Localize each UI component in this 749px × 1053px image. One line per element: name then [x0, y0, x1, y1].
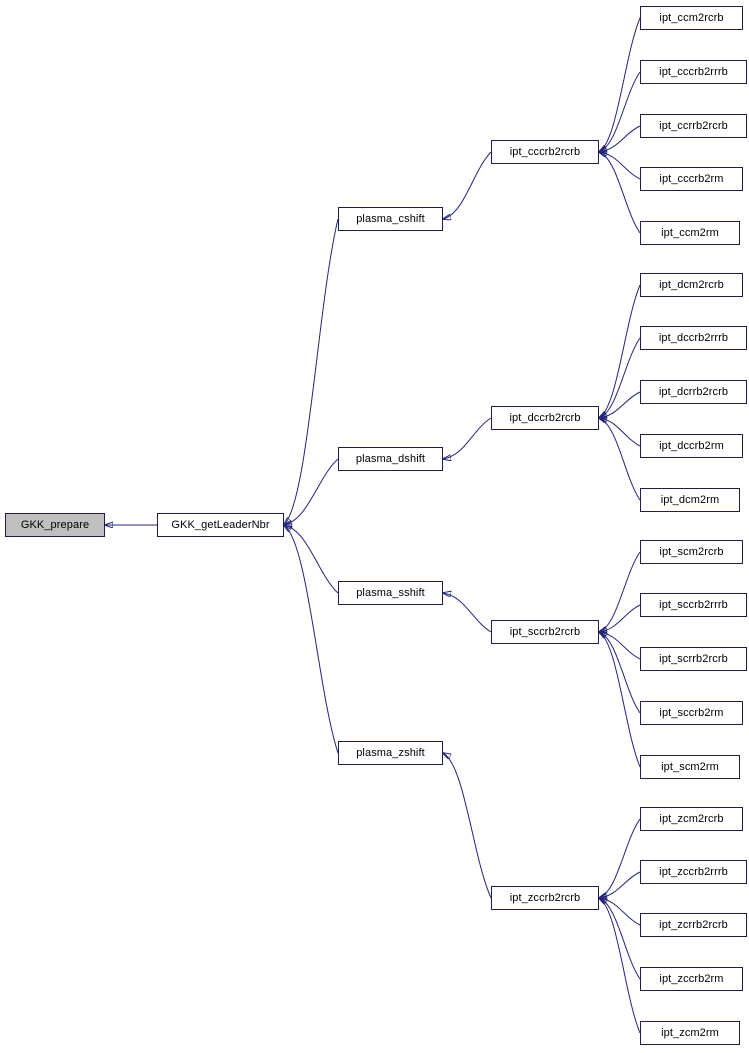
graph-node-label: ipt_scrrb2rcrb: [659, 652, 728, 665]
graph-node-label: plasma_cshift: [356, 212, 425, 225]
graph-edge-ipt_dcm2rcrb-to-ipt_dccrb2rcrb: [599, 285, 640, 418]
graph-node-label: ipt_sccrb2rcrb: [509, 625, 581, 638]
graph-node-ipt_ccm2rm[interactable]: [640, 221, 740, 245]
graph-node-ipt_zcm2rm[interactable]: [640, 1021, 740, 1045]
graph-node-plasma_dshift[interactable]: [338, 447, 443, 471]
graph-edge-ipt_zccrb2rm-to-ipt_zccrb2rcrb: [599, 898, 640, 979]
graph-node-ipt_scrrb2rcrb[interactable]: [640, 647, 747, 671]
graph-node-ipt_dccrb2rcrb[interactable]: [491, 406, 599, 430]
graph-node-ipt_zccrb2rrrb[interactable]: [640, 860, 747, 884]
graph-node-label: ipt_ccrrb2rcrb: [659, 119, 728, 132]
graph-edge-plasma_sshift-to-gkk_getleader: [284, 525, 338, 593]
graph-node-label: ipt_zccrb2rm: [659, 972, 724, 985]
graph-node-ipt_dcm2rm[interactable]: [640, 488, 740, 512]
graph-node-ipt_zccrb2rm[interactable]: [640, 967, 743, 991]
graph-node-label: ipt_cccrb2rcrb: [509, 145, 581, 158]
graph-node-ipt_scm2rm[interactable]: [640, 755, 740, 779]
graph-node-label: ipt_ccm2rm: [661, 226, 719, 239]
graph-edge-ipt_dccrb2rrrb-to-ipt_dccrb2rcrb: [599, 338, 640, 418]
graph-edge-plasma_dshift-to-gkk_getleader: [284, 459, 338, 525]
graph-node-ipt_zcm2rcrb[interactable]: [640, 807, 743, 831]
graph-node-label: plasma_zshift: [356, 746, 425, 759]
graph-node-plasma_cshift[interactable]: [338, 207, 443, 231]
graph-node-label: ipt_zccrb2rrrb: [659, 865, 728, 878]
graph-edge-ipt_dccrb2rcrb-to-plasma_dshift: [443, 418, 491, 459]
graph-node-label: ipt_cccrb2rrrb: [659, 65, 728, 78]
graph-node-label: ipt_zcm2rcrb: [659, 812, 724, 825]
graph-node-label: plasma_sshift: [356, 586, 425, 599]
graph-node-label: GKK_getLeaderNbr: [171, 518, 270, 531]
graph-node-ipt_sccrb2rm[interactable]: [640, 701, 743, 725]
graph-node-label: ipt_dcrrb2rcrb: [658, 385, 729, 398]
graph-edge-ipt_scm2rcrb-to-ipt_sccrb2rcrb: [599, 552, 640, 632]
graph-edge-ipt_ccm2rm-to-ipt_cccrb2rcrb: [599, 152, 640, 233]
graph-node-label: ipt_scm2rm: [661, 760, 719, 773]
graph-edge-ipt_sccrb2rcrb-to-plasma_sshift: [443, 593, 491, 632]
graph-node-ipt_dcrrb2rcrb[interactable]: [640, 380, 747, 404]
graph-edge-ipt_cccrb2rrrb-to-ipt_cccrb2rcrb: [599, 72, 640, 152]
graph-node-ipt_dccrb2rrrb[interactable]: [640, 326, 747, 350]
graph-node-ipt_scm2rcrb[interactable]: [640, 540, 743, 564]
graph-node-ipt_dccrb2rm[interactable]: [640, 434, 743, 458]
graph-node-label: ipt_zcrrb2rcrb: [659, 918, 728, 931]
graph-edge-ipt_zcm2rm-to-ipt_zccrb2rcrb: [599, 898, 640, 1033]
graph-edge-ipt_cccrb2rcrb-to-plasma_cshift: [443, 152, 491, 219]
graph-node-ipt_zccrb2rcrb[interactable]: [491, 886, 599, 910]
graph-edge-ipt_zccrb2rcrb-to-plasma_zshift: [443, 753, 491, 898]
graph-node-label: ipt_dccrb2rrrb: [658, 331, 729, 344]
graph-node-ipt_cccrb2rcrb[interactable]: [491, 140, 599, 164]
graph-node-gkk_getleader[interactable]: [157, 513, 284, 537]
graph-edge-ipt_zcm2rcrb-to-ipt_zccrb2rcrb: [599, 819, 640, 898]
graph-node-ipt_ccm2rcrb[interactable]: [640, 6, 743, 30]
graph-node-plasma_zshift[interactable]: [338, 741, 443, 765]
graph-node-label: ipt_sccrb2rrrb: [659, 598, 728, 611]
graph-node-label: ipt_cccrb2rm: [659, 172, 724, 185]
graph-node-plasma_sshift[interactable]: [338, 581, 443, 605]
graph-edge-plasma_cshift-to-gkk_getleader: [284, 219, 338, 525]
graph-node-label: ipt_ccm2rcrb: [659, 11, 724, 24]
graph-edge-plasma_zshift-to-gkk_getleader: [284, 525, 338, 753]
graph-node-label: ipt_dcm2rcrb: [659, 278, 724, 291]
graph-node-label: ipt_dcm2rm: [660, 493, 720, 506]
graph-node-label: ipt_scm2rcrb: [659, 545, 724, 558]
graph-edge-ipt_ccm2rcrb-to-ipt_cccrb2rcrb: [599, 18, 640, 152]
graph-edge-ipt_dcm2rm-to-ipt_dccrb2rcrb: [599, 418, 640, 500]
graph-node-label: ipt_sccrb2rm: [659, 706, 724, 719]
graph-node-label: GKK_prepare: [20, 518, 90, 531]
graph-node-ipt_sccrb2rcrb[interactable]: [491, 620, 599, 644]
graph-node-label: ipt_dccrb2rcrb: [509, 411, 581, 424]
graph-node-ipt_ccrrb2rcrb[interactable]: [640, 114, 747, 138]
graph-node-label: ipt_dccrb2rm: [659, 439, 724, 452]
graph-node-ipt_zcrrb2rcrb[interactable]: [640, 913, 747, 937]
graph-node-label: plasma_dshift: [355, 452, 426, 465]
graph-node-ipt_cccrb2rrrb[interactable]: [640, 60, 747, 84]
graph-edge-ipt_sccrb2rm-to-ipt_sccrb2rcrb: [599, 632, 640, 713]
graph-node-ipt_sccrb2rrrb[interactable]: [640, 593, 747, 617]
graph-node-ipt_cccrb2rm[interactable]: [640, 167, 743, 191]
graph-node-gkk_prepare[interactable]: [5, 513, 105, 537]
graph-edge-ipt_scm2rm-to-ipt_sccrb2rcrb: [599, 632, 640, 767]
graph-node-label: ipt_zcm2rm: [661, 1026, 719, 1039]
graph-node-label: ipt_zccrb2rcrb: [509, 891, 581, 904]
graph-node-ipt_dcm2rcrb[interactable]: [640, 273, 743, 297]
